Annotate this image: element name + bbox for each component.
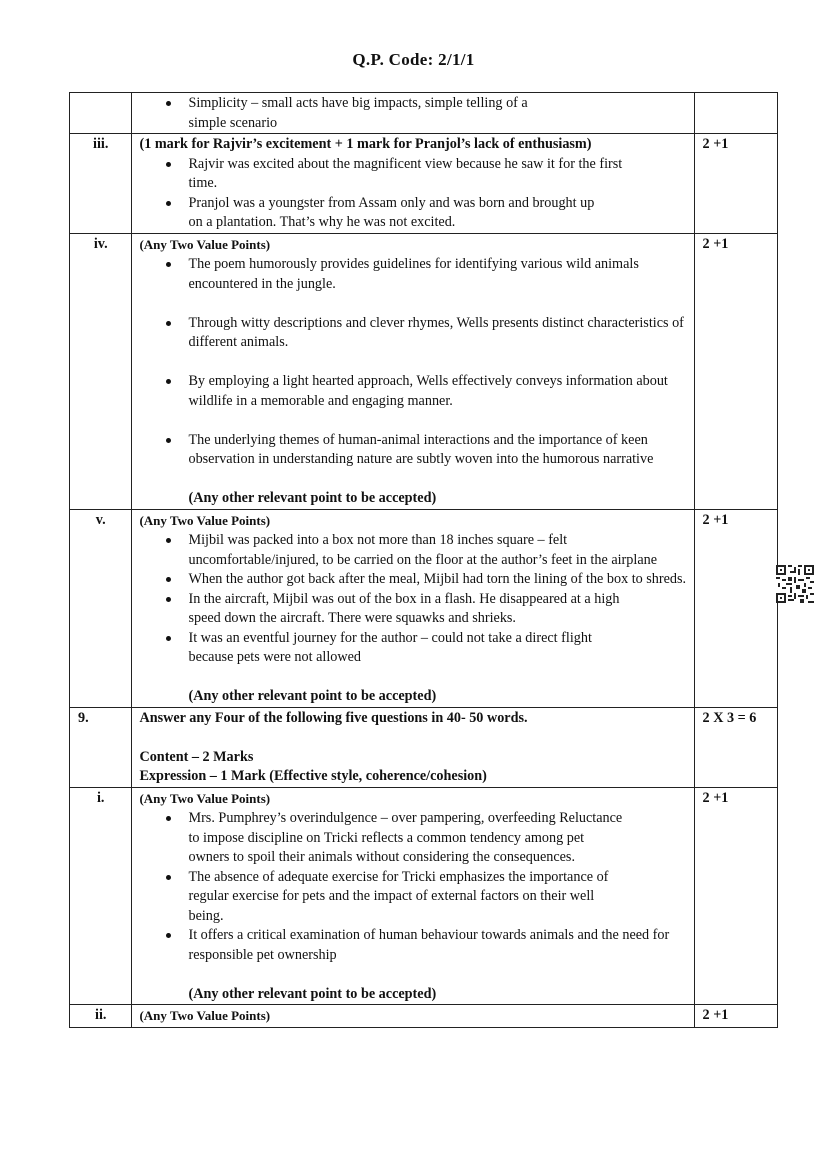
answer-cell [132,1005,694,1028]
marks-cell: 2 +1 [694,787,777,1005]
question-number-cell: v. [70,509,132,707]
question-number-cell: i. [70,787,132,1005]
table-row-iv [70,233,778,509]
value-points-heading: (Any Two Value Points) [139,512,271,528]
answer-cell [132,233,694,509]
value-point: Simplicity – small acts have big impacts, simple telling of a simple scenario [188,94,548,133]
table-row-iii [70,134,778,234]
acceptance-note: (Any other relevant point to be accepted) [188,688,437,704]
value-point: Rajvir was excited about the magnificent view because he saw it for the first time. [188,155,628,194]
table-row-v [70,509,778,707]
value-points-heading: (Any Two Value Points) [139,790,271,806]
answer-cell [132,787,694,1005]
value-point: In the aircraft, Mijbil was out of the box in a flash. He disappeared at a high speed down the aircraft. There were squawks and shrieks. [188,590,638,629]
question-instruction: Answer any Four of the following five questions in 40- 50 words. [139,709,528,726]
table-row-i [70,787,778,1005]
marks-cell: 2 +1 [694,1005,777,1028]
content-marks: Content – 2 Marks [139,748,254,765]
value-point: The underlying themes of human-animal interactions and the importance of keen observation in understanding nature are subtly woven into the humorous narrative [188,431,687,470]
question-number-cell: ii. [70,1005,132,1028]
value-point: When the author got back after the meal, Mijbil had torn the lining of the box to shreds. [188,570,687,590]
marks-cell: 2 +1 [694,233,777,509]
answer-cell [132,134,694,234]
value-point: The poem humorously provides guidelines for identifying various wild animals encountered in the jungle. [188,255,687,294]
question-number-cell [70,93,132,134]
qp-code-header: Q.P. Code: 2/1/1 [352,50,475,69]
question-number-cell: iv. [70,233,132,509]
expression-marks: Expression – 1 Mark (Effective style, coherence/cohesion) [139,768,487,784]
question-number-cell: 9. [70,707,132,787]
answer-cell [132,707,694,787]
marks-cell: 2 +1 [694,134,777,234]
acceptance-note: (Any other relevant point to be accepted) [188,985,437,1002]
answer-cell [132,93,694,134]
marks-cell: 2 +1 [694,509,777,707]
value-point: By employing a light hearted approach, Wells effectively conveys information about wildlife in a memorable and engaging manner. [188,372,687,411]
value-points-heading: (Any Two Value Points) [139,236,271,252]
acceptance-note: (Any other relevant point to be accepted) [188,490,437,506]
value-points-heading: (Any Two Value Points) [139,1008,271,1023]
value-point: The absence of adequate exercise for Tricki emphasizes the importance of regular exercise for pets and the impact of external factors on their well being. [188,868,608,927]
table-row-continued [70,93,778,134]
marks-cell: 2 X 3 = 6 [694,707,777,787]
table-row-9 [70,707,778,787]
value-point: It was an eventful journey for the author – could not take a direct flight because pets were not allowed [188,629,628,668]
value-point: Mijbil was packed into a box not more than 18 inches square – felt uncomfortable/injured, to be carried on the floor at the author’s feet in the airplane [188,531,663,570]
value-point: Pranjol was a youngster from Assam only and was born and brought up on a plantation. That’s why he was not excited. [188,194,598,233]
value-point: Mrs. Pumphrey’s overindulgence – over pampering, overfeeding Reluctance to impose discipline on Tricki reflects a common tendency among pet owners to spoil their animals without considering the consequences. [188,809,628,868]
marking-criteria: (1 mark for Rajvir’s excitement + 1 mark for Pranjol’s lack of enthusiasm) [139,136,592,152]
value-point: It offers a critical examination of human behaviour towards animals and the need for responsible pet ownership [188,926,687,965]
marks-cell [694,93,777,134]
table-row-ii [70,1005,778,1028]
question-number-cell: iii. [70,134,132,234]
qr-code-icon [776,565,814,603]
marking-scheme-table [69,92,778,1028]
value-point: Through witty descriptions and clever rhymes, Wells presents distinct characteristics of different animals. [188,314,687,353]
answer-cell [132,509,694,707]
